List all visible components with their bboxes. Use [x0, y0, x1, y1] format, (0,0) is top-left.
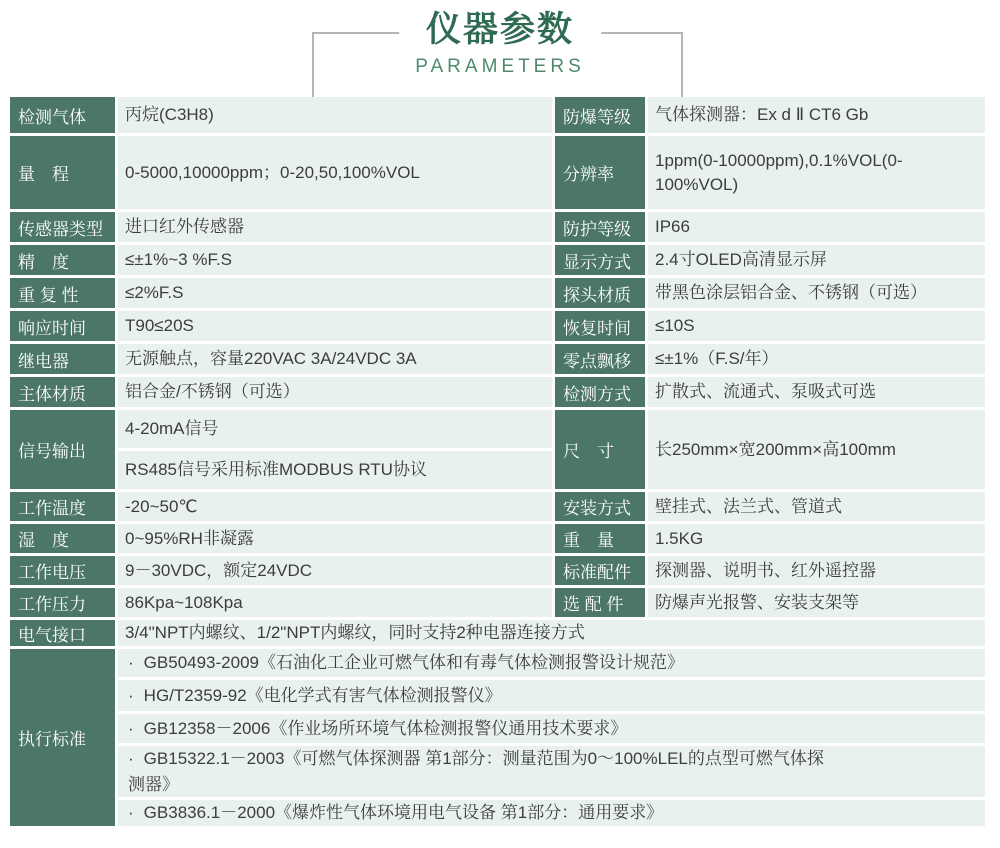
spec-value: 86Kpa~108Kpa — [118, 588, 552, 617]
spec-label: 分辨率 — [555, 136, 645, 209]
spec-value: 气体探测器：Ex d Ⅱ CT6 Gb — [648, 97, 985, 133]
spec-label: 量 程 — [10, 136, 115, 209]
spec-value: IP66 — [648, 212, 985, 242]
bullet-icon: · — [128, 803, 134, 823]
spec-label: 响应时间 — [10, 311, 115, 341]
standard-text: GB50493-2009《石油化工企业可燃气体和有毒气体检测报警设计规范》 — [143, 653, 684, 673]
spec-row — [10, 588, 985, 617]
spec-row — [10, 556, 985, 585]
spec-row-standards — [10, 649, 985, 826]
spec-label: 主体材质 — [10, 377, 115, 407]
signal-output-values — [118, 410, 552, 489]
standard-item — [118, 746, 985, 797]
spec-value: ≤2%F.S — [118, 278, 552, 308]
spec-label: 选 配 件 — [555, 588, 645, 617]
spec-row — [10, 377, 985, 407]
spec-value: 丙烷(C3H8) — [118, 97, 552, 133]
standard-item — [118, 800, 985, 826]
standards-list — [118, 649, 985, 826]
standard-text: GB3836.1－2000《爆炸性气体环境用电气设备 第1部分：通用要求》 — [143, 803, 664, 823]
spec-label: 继电器 — [10, 344, 115, 374]
spec-label: 传感器类型 — [10, 212, 115, 242]
spec-row — [10, 136, 985, 209]
spec-label: 检测气体 — [10, 97, 115, 133]
spec-label: 工作温度 — [10, 492, 115, 521]
spec-label: 湿 度 — [10, 524, 115, 553]
spec-value: 无源触点，容量220VAC 3A/24VDC 3A — [118, 344, 552, 374]
standard-item — [118, 714, 985, 743]
spec-value: 0~95%RH非凝露 — [118, 524, 552, 553]
spec-value: 扩散式、流通式、泵吸式可选 — [648, 377, 985, 407]
spec-label: 电气接口 — [10, 620, 115, 646]
spec-label: 尺 寸 — [555, 410, 645, 489]
spec-value: 0-5000,10000ppm；0-20,50,100%VOL — [118, 136, 552, 209]
spec-row — [10, 278, 985, 308]
page-subtitle: PARAMETERS — [415, 56, 585, 77]
spec-value: ≤10S — [648, 311, 985, 341]
spec-value: 长250mm×宽200mm×高100mm — [648, 410, 985, 489]
spec-label: 安装方式 — [555, 492, 645, 521]
spec-value: ≤±1%（F.S/年） — [648, 344, 985, 374]
spec-row — [10, 311, 985, 341]
spec-row — [10, 245, 985, 275]
spec-label: 恢复时间 — [555, 311, 645, 341]
spec-value: 探测器、说明书、红外遥控器 — [648, 556, 985, 585]
spec-table — [10, 97, 985, 826]
spec-value: 进口红外传感器 — [118, 212, 552, 242]
spec-label: 显示方式 — [555, 245, 645, 275]
spec-value: ≤±1%~3 %F.S — [118, 245, 552, 275]
standard-text: GB15322.1－2003《可燃气体探测器 第1部分：测量范围为0～100%LEL的点型可燃气体探测器》 — [128, 749, 824, 794]
standard-item — [118, 649, 985, 677]
spec-label: 精 度 — [10, 245, 115, 275]
spec-label: 防护等级 — [555, 212, 645, 242]
spec-label: 重 量 — [555, 524, 645, 553]
spec-value: 壁挂式、法兰式、管道式 — [648, 492, 985, 521]
spec-label: 工作电压 — [10, 556, 115, 585]
page-title: 仪器参数 — [425, 10, 575, 49]
bullet-icon: · — [128, 718, 134, 738]
spec-label: 执行标准 — [10, 649, 115, 826]
spec-label: 信号输出 — [10, 410, 115, 489]
spec-value: -20~50℃ — [118, 492, 552, 521]
spec-value-line: 4-20mA信号 — [118, 410, 552, 448]
spec-label: 防爆等级 — [555, 97, 645, 133]
spec-row — [10, 344, 985, 374]
bullet-icon: · — [128, 653, 134, 673]
spec-label: 探头材质 — [555, 278, 645, 308]
spec-label: 工作压力 — [10, 588, 115, 617]
spec-value: 1ppm(0-10000ppm),0.1%VOL(0-100%VOL) — [648, 136, 985, 209]
spec-value: 铝合金/不锈钢（可选） — [118, 377, 552, 407]
spec-row-signal-output — [10, 410, 985, 489]
spec-label: 重 复 性 — [10, 278, 115, 308]
bullet-icon: · — [128, 749, 134, 768]
spec-value: 3/4"NPT内螺纹、1/2"NPT内螺纹，同时支持2种电器连接方式 — [118, 620, 985, 646]
standard-text: GB12358－2006《作业场所环境气体检测报警仪通用技术要求》 — [143, 718, 628, 738]
spec-label: 零点飘移 — [555, 344, 645, 374]
spec-value: 防爆声光报警、安装支架等 — [648, 588, 985, 617]
standard-item — [118, 680, 985, 711]
spec-value: 1.5KG — [648, 524, 985, 553]
spec-value: 9－30VDC，额定24VDC — [118, 556, 552, 585]
spec-row — [10, 492, 985, 521]
spec-value: 2.4寸OLED高清显示屏 — [648, 245, 985, 275]
spec-value: 带黑色涂层铝合金、不锈钢（可选） — [648, 278, 985, 308]
title-block — [399, 6, 601, 79]
spec-value-line: RS485信号采用标准MODBUS RTU协议 — [118, 451, 552, 489]
spec-value: T90≤20S — [118, 311, 552, 341]
spec-label: 标准配件 — [555, 556, 645, 585]
header — [0, 0, 1000, 97]
bullet-icon: · — [128, 685, 134, 705]
standard-text: HG/T2359-92《电化学式有害气体检测报警仪》 — [143, 685, 502, 705]
spec-row — [10, 97, 985, 133]
spec-row-electrical-interface — [10, 620, 985, 646]
spec-row — [10, 212, 985, 242]
spec-row — [10, 524, 985, 553]
spec-label: 检测方式 — [555, 377, 645, 407]
